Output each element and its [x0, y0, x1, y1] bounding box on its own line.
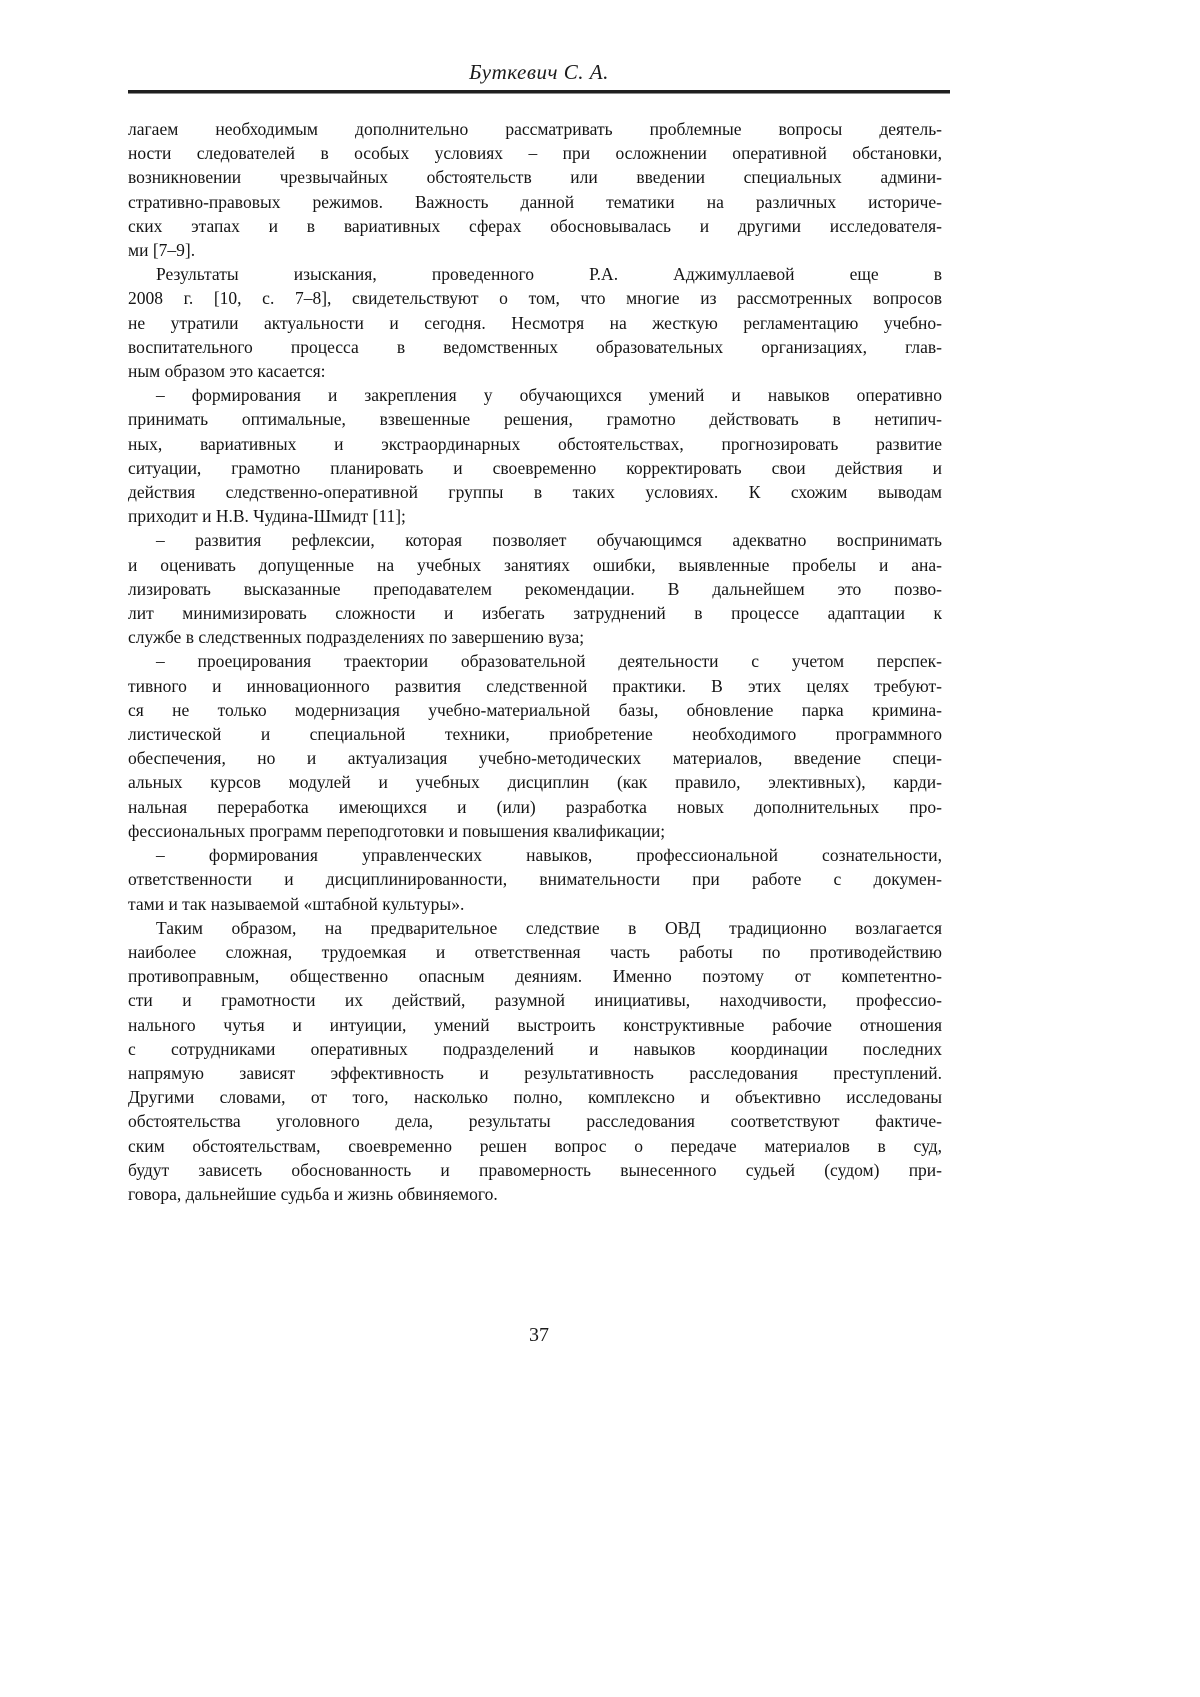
text-line: нального чутья и интуиции, умений выстроить конструктивные рабочие отношения — [128, 1014, 942, 1035]
text-line: сти и грамотности их действий, разумной инициативы, находчивости, профессио- — [128, 990, 942, 1011]
text-line: будут зависеть обоснованность и правомерность вынесенного судьей (судом) при- — [128, 1159, 942, 1180]
text-line: противоправным, общественно опасным деяниям. Именно поэтому от компетентно- — [128, 966, 942, 987]
text-line: ности следователей в особых условиях – при осложнении оперативной обстановки, — [128, 143, 942, 164]
text-line: ским обстоятельствам, своевременно решен вопрос о передаче материалов в суд, — [128, 1135, 942, 1156]
text-line: ным образом это касается: — [128, 361, 326, 382]
paragraph — [128, 916, 942, 1206]
text-line: лагаем необходимым дополнительно рассматривать проблемные вопросы деятель- — [128, 119, 942, 139]
paragraph — [128, 117, 942, 262]
text-line: с сотрудниками оперативных подразделений и навыков координации последних — [128, 1038, 942, 1059]
paragraph — [128, 383, 942, 528]
text-line: воспитательного процесса в ведомственных образовательных организациях, глав- — [128, 336, 942, 357]
article-body — [128, 117, 942, 1206]
text-line: тивного и инновационного развития следственной практики. В этих целях требуют- — [128, 675, 942, 696]
text-line: лизировать высказанные преподавателем рекомендации. В дальнейшем это позво- — [128, 578, 942, 599]
text-line: Таким образом, на предварительное следствие в ОВД традиционно возлагается — [156, 917, 942, 938]
text-line: ных, вариативных и экстраординарных обстоятельствах, прогнозировать развитие — [128, 433, 942, 454]
text-line: стративно-правовых режимов. Важность данной тематики на различных историче- — [128, 191, 942, 212]
text-line: 2008 г. [10, с. 7–8], свидетельствуют о том, что многие из рассмотренных вопросов — [128, 288, 942, 309]
text-line: ских этапах и в вариативных сферах обосновывалась и другими исследователя- — [128, 215, 942, 236]
text-line: принимать оптимальные, взвешенные решения, грамотно действовать в нетипич- — [128, 409, 942, 430]
text-line: фессиональных программ переподготовки и повышения квалификации; — [128, 820, 666, 841]
text-line: возникновении чрезвычайных обстоятельств или введении специальных админи- — [128, 167, 942, 188]
text-line: лит минимизировать сложности и избегать затруднений в процессе адаптации к — [128, 603, 942, 624]
paragraph — [128, 528, 942, 649]
text-line: действия следственно-оперативной группы в таких условиях. К схожим выводам — [128, 482, 942, 503]
text-line: ситуации, грамотно планировать и своевременно корректировать свои действия и — [128, 457, 942, 478]
text-line: листической и специальной техники, приобретение необходимого программного — [128, 724, 942, 745]
paragraph — [128, 843, 942, 916]
text-line: говора, дальнейшие судьба и жизнь обвиняемого. — [128, 1183, 498, 1204]
text-line: тами и так называемой «штабной культуры». — [128, 893, 465, 914]
text-line: приходит и Н.В. Чудина-Шмидт [11]; — [128, 506, 406, 527]
text-line: ся не только модернизация учебно-материальной базы, обновление парка кримина- — [128, 699, 942, 720]
text-line: – проецирования траектории образовательной деятельности с учетом перспек- — [156, 651, 942, 672]
text-line: – формирования управленческих навыков, профессиональной сознательности, — [156, 845, 942, 866]
text-line: службе в следственных подразделениях по завершению вуза; — [128, 627, 585, 648]
text-line: нальная переработка имеющихся и (или) разработка новых дополнительных про- — [128, 796, 942, 817]
text-line: ми [7–9]. — [128, 240, 196, 261]
running-head-author: Буткевич С. А. — [469, 60, 609, 84]
text-line: и оценивать допущенные на учебных занятиях ошибки, выявленные пробелы и ана- — [128, 554, 942, 575]
text-line: обеспечения, но и актуализация учебно-методических материалов, введение специ- — [128, 748, 942, 769]
text-line: ответственности и дисциплинированности, внимательности при работе с докумен- — [128, 869, 942, 890]
text-line: Другими словами, от того, насколько полно, комплексно и объективно исследованы — [128, 1087, 942, 1108]
text-line: альных курсов модулей и учебных дисциплин (как правило, элективных), карди- — [128, 772, 942, 793]
paragraph — [128, 262, 942, 383]
text-line: не утратили актуальности и сегодня. Несмотря на жесткую регламентацию учебно- — [128, 312, 942, 333]
text-line: Результаты изыскания, проведенного Р.А. Аджимуллаевой еще в — [156, 264, 942, 285]
text-line: наиболее сложная, трудоемкая и ответственная часть работы по противодействию — [128, 941, 942, 962]
page-number: 37 — [529, 1324, 549, 1346]
paragraph — [128, 649, 942, 843]
text-line: – формирования и закрепления у обучающихся умений и навыков оперативно — [156, 385, 942, 406]
text-line: обстоятельства уголовного дела, результаты расследования соответствуют фактиче- — [128, 1111, 942, 1132]
header-rule — [128, 90, 950, 94]
text-line: напрямую зависят эффективность и результативность расследования преступлений. — [128, 1062, 942, 1083]
text-line: – развития рефлексии, которая позволяет обучающимся адекватно воспринимать — [156, 530, 942, 551]
